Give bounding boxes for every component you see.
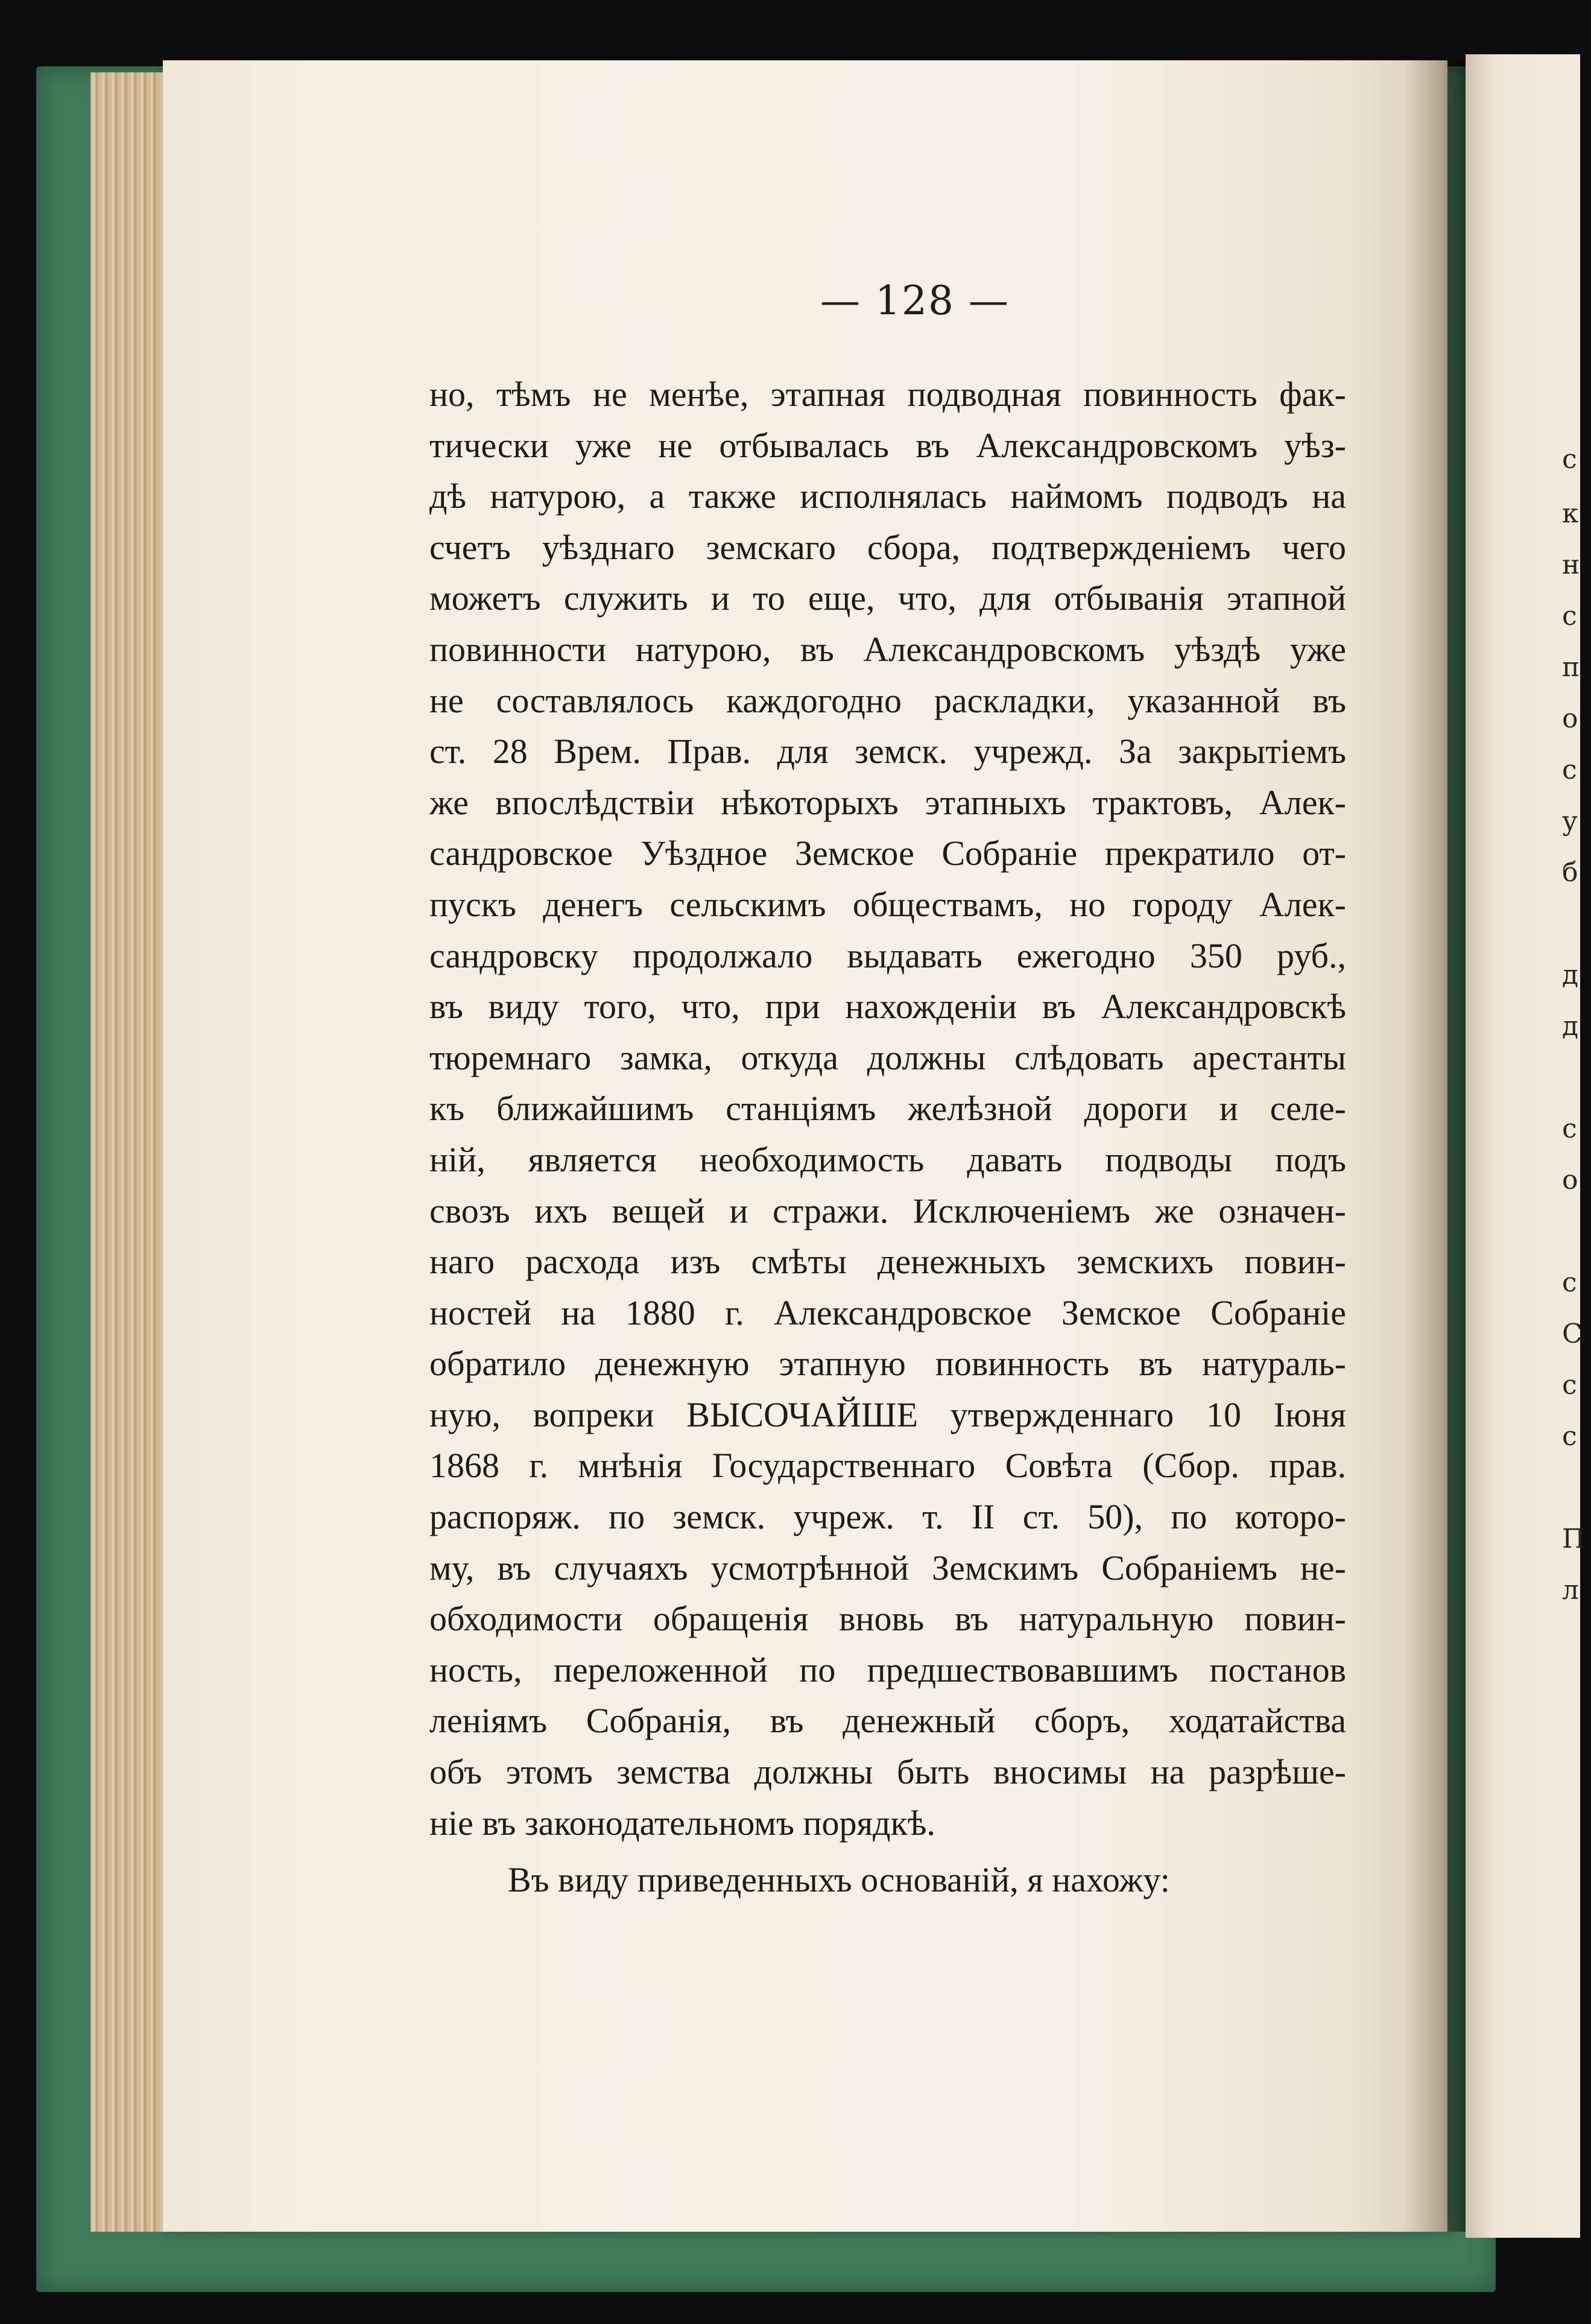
facing-fragment: П [1562,1524,1586,1554]
facing-fragment: с [1562,1421,1577,1452]
text-line: ніе въ законодательномъ порядкѣ. [429,1803,935,1843]
text-line: му, въ случаяхъ усмотрѣнной Земскимъ Собраніемъ не- [429,1548,1346,1588]
text-line: не составлялось каждогодно раскладки, указанной въ [429,680,1346,720]
text-line: обходимости обращенія вновь въ натуральную повин- [429,1599,1346,1639]
facing-page [1466,54,1586,2238]
text-line: же впослѣдствіи нѣкоторыхъ этапныхъ трактовъ, Алек- [429,782,1346,822]
facing-fragment: н [1562,549,1580,580]
facing-fragment: с [1562,601,1577,632]
facing-fragment: д [1562,1011,1579,1042]
text-line: наго расхода изъ смѣты денежныхъ земскихъ повин- [429,1242,1346,1282]
text-line: можетъ служить и то еще, что, для отбыванія этапной [429,578,1346,618]
page-edges [90,72,175,2232]
text-line: 1868 г. мнѣнія Государственнаго Совѣта (Сбор. прав. [429,1446,1346,1486]
text-line: сандровское Уѣздное Земское Собраніе прекратило от- [429,834,1346,873]
text-line: ст. 28 Врем. Прав. для земск. учрежд. За закрытіемъ [429,732,1346,771]
text-line: свозъ ихъ вещей и стражи. Исключеніемъ же означен- [429,1191,1346,1230]
facing-fragment: о [1562,703,1578,734]
text-line: къ ближайшимъ станціямъ желѣзной дороги и селе- [429,1089,1346,1129]
final-paragraph: Въ виду приведенныхъ основаній, я нахожу: [508,1860,1170,1900]
facing-fragment: с [1562,1113,1577,1144]
facing-fragment: с [1562,755,1577,785]
body-text [429,369,1346,1906]
text-line: сандровску продолжало выдавать ежегодно 350 руб., [429,936,1346,975]
text-line: ность, переложенной по предшествовавшимъ постанов [429,1650,1346,1689]
facing-fragment: л [1562,1575,1579,1606]
text-line: счетъ уѣзднаго земскаго сбора, подтвержденіемъ чего [429,527,1346,567]
facing-fragment: с [1562,444,1577,475]
text-line: объ этомъ земства должны быть вносимы на разрѣше- [429,1752,1346,1792]
facing-fragment: к [1562,498,1579,529]
text-line: пускъ денегъ сельскимъ обществамъ, но городу Алек- [429,884,1346,924]
page-number: — 128 — [820,277,1010,324]
text-line: въ виду того, что, при нахожденіи въ Александровскѣ [429,987,1346,1027]
text-line: ностей на 1880 г. Александровское Земское Собраніе [429,1293,1346,1332]
facing-fragment: с [1562,1267,1577,1298]
text-line: ній, является необходимость давать подводы подъ [429,1139,1346,1179]
facing-fragment: п [1562,652,1580,683]
facing-fragment: с [1562,1370,1577,1401]
text-line: но, тѣмъ не менѣе, этапная подводная повинность фак- [429,375,1346,414]
text-line: леніямъ Собранія, въ денежный сборъ, ходатайства [429,1701,1346,1741]
facing-fragment: б [1562,857,1578,888]
gutter-shadow [1405,60,1466,2232]
text-line: обратило денежную этапную повинность въ натураль- [429,1344,1346,1384]
text-line: дѣ натурою, а также исполнялась наймомъ подводъ на [429,477,1346,516]
text-line: тически уже не отбывалась въ Александровскомъ уѣз- [429,425,1346,465]
facing-fragment: С [1562,1319,1583,1349]
text-line: ную, вопреки ВЫСОЧАЙШЕ утвержденнаго 10 Іюня [429,1395,1346,1434]
text-line: распоряж. по земск. учреж. т. II ст. 50), по которо- [429,1497,1346,1537]
facing-fragment: д [1562,960,1579,990]
facing-fragment: у [1562,806,1578,837]
text-line: тюремнаго замка, откуда должны слѣдовать арестанты [429,1037,1346,1077]
text-line: повинности натурою, въ Александровскомъ уѣздѣ уже [429,629,1346,669]
facing-fragment: о [1562,1165,1578,1195]
